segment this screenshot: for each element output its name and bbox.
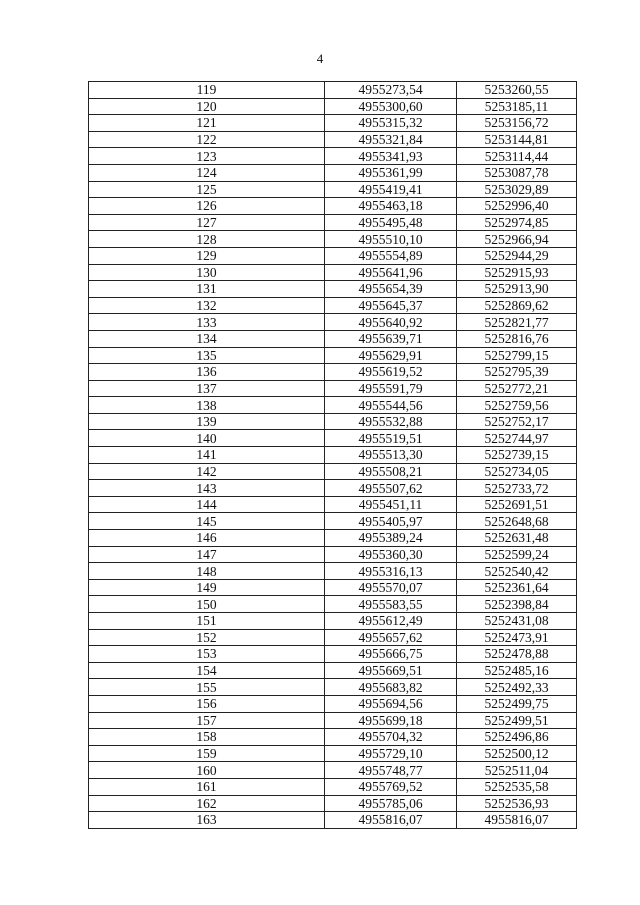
point-number-cell: 133 <box>89 314 325 331</box>
table-row <box>89 413 577 430</box>
table-row <box>89 164 577 181</box>
table-row <box>89 463 577 480</box>
point-number-cell: 139 <box>89 413 325 430</box>
point-number-cell: 147 <box>89 546 325 563</box>
point-number-cell: 119 <box>89 82 325 99</box>
x-coordinate-cell: 4955694,56 <box>325 695 457 712</box>
y-coordinate-cell: 5252799,15 <box>457 347 577 364</box>
point-number-cell: 159 <box>89 745 325 762</box>
point-number-cell: 138 <box>89 397 325 414</box>
x-coordinate-cell: 4955495,48 <box>325 214 457 231</box>
y-coordinate-cell: 5252734,05 <box>457 463 577 480</box>
point-number-cell: 122 <box>89 131 325 148</box>
point-number-cell: 158 <box>89 729 325 746</box>
y-coordinate-cell: 5252821,77 <box>457 314 577 331</box>
point-number-cell: 121 <box>89 115 325 132</box>
table-row <box>89 745 577 762</box>
x-coordinate-cell: 4955704,32 <box>325 729 457 746</box>
table-row <box>89 563 577 580</box>
point-number-cell: 146 <box>89 530 325 547</box>
x-coordinate-cell: 4955513,30 <box>325 447 457 464</box>
table-row <box>89 98 577 115</box>
table-row <box>89 695 577 712</box>
y-coordinate-cell: 5252535,58 <box>457 778 577 795</box>
table-row <box>89 530 577 547</box>
y-coordinate-cell: 5252540,42 <box>457 563 577 580</box>
point-number-cell: 154 <box>89 662 325 679</box>
table-row <box>89 729 577 746</box>
y-coordinate-cell: 5252492,33 <box>457 679 577 696</box>
table-row <box>89 596 577 613</box>
point-number-cell: 141 <box>89 447 325 464</box>
y-coordinate-cell: 4955816,07 <box>457 812 577 829</box>
table-row <box>89 181 577 198</box>
x-coordinate-cell: 4955463,18 <box>325 198 457 215</box>
y-coordinate-cell: 5253029,89 <box>457 181 577 198</box>
y-coordinate-cell: 5252739,15 <box>457 447 577 464</box>
y-coordinate-cell: 5253114,44 <box>457 148 577 165</box>
y-coordinate-cell: 5252478,88 <box>457 646 577 663</box>
x-coordinate-cell: 4955785,06 <box>325 795 457 812</box>
x-coordinate-cell: 4955657,62 <box>325 629 457 646</box>
x-coordinate-cell: 4955816,07 <box>325 812 457 829</box>
table-row <box>89 812 577 829</box>
table-row <box>89 579 577 596</box>
y-coordinate-cell: 5252772,21 <box>457 380 577 397</box>
table-row <box>89 629 577 646</box>
table-row <box>89 480 577 497</box>
y-coordinate-cell: 5252744,97 <box>457 430 577 447</box>
point-number-cell: 127 <box>89 214 325 231</box>
coordinates-table <box>88 81 577 829</box>
y-coordinate-cell: 5252398,84 <box>457 596 577 613</box>
point-number-cell: 136 <box>89 364 325 381</box>
x-coordinate-cell: 4955341,93 <box>325 148 457 165</box>
x-coordinate-cell: 4955508,21 <box>325 463 457 480</box>
x-coordinate-cell: 4955654,39 <box>325 281 457 298</box>
point-number-cell: 130 <box>89 264 325 281</box>
y-coordinate-cell: 5252485,16 <box>457 662 577 679</box>
x-coordinate-cell: 4955570,07 <box>325 579 457 596</box>
table-row <box>89 131 577 148</box>
point-number-cell: 134 <box>89 330 325 347</box>
point-number-cell: 135 <box>89 347 325 364</box>
table-row <box>89 330 577 347</box>
x-coordinate-cell: 4955273,54 <box>325 82 457 99</box>
x-coordinate-cell: 4955419,41 <box>325 181 457 198</box>
x-coordinate-cell: 4955591,79 <box>325 380 457 397</box>
point-number-cell: 131 <box>89 281 325 298</box>
y-coordinate-cell: 5252499,51 <box>457 712 577 729</box>
x-coordinate-cell: 4955389,24 <box>325 530 457 547</box>
point-number-cell: 162 <box>89 795 325 812</box>
table-row <box>89 430 577 447</box>
x-coordinate-cell: 4955583,55 <box>325 596 457 613</box>
x-coordinate-cell: 4955519,51 <box>325 430 457 447</box>
x-coordinate-cell: 4955507,62 <box>325 480 457 497</box>
x-coordinate-cell: 4955360,30 <box>325 546 457 563</box>
point-number-cell: 128 <box>89 231 325 248</box>
y-coordinate-cell: 5252648,68 <box>457 513 577 530</box>
point-number-cell: 156 <box>89 695 325 712</box>
table-row <box>89 314 577 331</box>
y-coordinate-cell: 5252869,62 <box>457 297 577 314</box>
y-coordinate-cell: 5252795,39 <box>457 364 577 381</box>
table-row <box>89 712 577 729</box>
table-row <box>89 214 577 231</box>
x-coordinate-cell: 4955639,71 <box>325 330 457 347</box>
point-number-cell: 153 <box>89 646 325 663</box>
x-coordinate-cell: 4955699,18 <box>325 712 457 729</box>
point-number-cell: 148 <box>89 563 325 580</box>
y-coordinate-cell: 5253144,81 <box>457 131 577 148</box>
point-number-cell: 151 <box>89 613 325 630</box>
y-coordinate-cell: 5252759,56 <box>457 397 577 414</box>
table-row <box>89 281 577 298</box>
x-coordinate-cell: 4955729,10 <box>325 745 457 762</box>
y-coordinate-cell: 5252496,86 <box>457 729 577 746</box>
x-coordinate-cell: 4955640,92 <box>325 314 457 331</box>
table-row <box>89 513 577 530</box>
point-number-cell: 150 <box>89 596 325 613</box>
y-coordinate-cell: 5252431,08 <box>457 613 577 630</box>
y-coordinate-cell: 5252511,04 <box>457 762 577 779</box>
point-number-cell: 160 <box>89 762 325 779</box>
table-row <box>89 778 577 795</box>
x-coordinate-cell: 4955645,37 <box>325 297 457 314</box>
y-coordinate-cell: 5252752,17 <box>457 413 577 430</box>
y-coordinate-cell: 5252499,75 <box>457 695 577 712</box>
table-row <box>89 82 577 99</box>
y-coordinate-cell: 5252691,51 <box>457 496 577 513</box>
x-coordinate-cell: 4955554,89 <box>325 247 457 264</box>
x-coordinate-cell: 4955619,52 <box>325 364 457 381</box>
y-coordinate-cell: 5252361,64 <box>457 579 577 596</box>
table-row <box>89 496 577 513</box>
table-row <box>89 662 577 679</box>
x-coordinate-cell: 4955361,99 <box>325 164 457 181</box>
x-coordinate-cell: 4955748,77 <box>325 762 457 779</box>
x-coordinate-cell: 4955683,82 <box>325 679 457 696</box>
point-number-cell: 157 <box>89 712 325 729</box>
table-row <box>89 297 577 314</box>
y-coordinate-cell: 5252816,76 <box>457 330 577 347</box>
point-number-cell: 161 <box>89 778 325 795</box>
table-row <box>89 380 577 397</box>
y-coordinate-cell: 5252536,93 <box>457 795 577 812</box>
x-coordinate-cell: 4955532,88 <box>325 413 457 430</box>
x-coordinate-cell: 4955544,56 <box>325 397 457 414</box>
y-coordinate-cell: 5252974,85 <box>457 214 577 231</box>
x-coordinate-cell: 4955405,97 <box>325 513 457 530</box>
y-coordinate-cell: 5252500,12 <box>457 745 577 762</box>
table-row <box>89 762 577 779</box>
y-coordinate-cell: 5252631,48 <box>457 530 577 547</box>
x-coordinate-cell: 4955641,96 <box>325 264 457 281</box>
point-number-cell: 120 <box>89 98 325 115</box>
x-coordinate-cell: 4955669,51 <box>325 662 457 679</box>
table-row <box>89 679 577 696</box>
y-coordinate-cell: 5252915,93 <box>457 264 577 281</box>
point-number-cell: 124 <box>89 164 325 181</box>
point-number-cell: 145 <box>89 513 325 530</box>
point-number-cell: 144 <box>89 496 325 513</box>
point-number-cell: 137 <box>89 380 325 397</box>
x-coordinate-cell: 4955612,49 <box>325 613 457 630</box>
y-coordinate-cell: 5253260,55 <box>457 82 577 99</box>
point-number-cell: 149 <box>89 579 325 596</box>
y-coordinate-cell: 5252996,40 <box>457 198 577 215</box>
table-row <box>89 231 577 248</box>
table-row <box>89 613 577 630</box>
coordinates-table-body <box>89 82 577 829</box>
x-coordinate-cell: 4955510,10 <box>325 231 457 248</box>
point-number-cell: 125 <box>89 181 325 198</box>
point-number-cell: 126 <box>89 198 325 215</box>
page-number: 4 <box>316 51 324 66</box>
point-number-cell: 132 <box>89 297 325 314</box>
x-coordinate-cell: 4955321,84 <box>325 131 457 148</box>
x-coordinate-cell: 4955451,11 <box>325 496 457 513</box>
y-coordinate-cell: 5252913,90 <box>457 281 577 298</box>
table-row <box>89 115 577 132</box>
point-number-cell: 142 <box>89 463 325 480</box>
point-number-cell: 155 <box>89 679 325 696</box>
point-number-cell: 123 <box>89 148 325 165</box>
point-number-cell: 140 <box>89 430 325 447</box>
table-row <box>89 264 577 281</box>
table-row <box>89 148 577 165</box>
x-coordinate-cell: 4955315,32 <box>325 115 457 132</box>
table-row <box>89 247 577 264</box>
point-number-cell: 163 <box>89 812 325 829</box>
table-row <box>89 795 577 812</box>
table-row <box>89 546 577 563</box>
x-coordinate-cell: 4955300,60 <box>325 98 457 115</box>
y-coordinate-cell: 5253156,72 <box>457 115 577 132</box>
y-coordinate-cell: 5253185,11 <box>457 98 577 115</box>
point-number-cell: 152 <box>89 629 325 646</box>
x-coordinate-cell: 4955666,75 <box>325 646 457 663</box>
y-coordinate-cell: 5252599,24 <box>457 546 577 563</box>
x-coordinate-cell: 4955316,13 <box>325 563 457 580</box>
point-number-cell: 129 <box>89 247 325 264</box>
table-row <box>89 447 577 464</box>
x-coordinate-cell: 4955769,52 <box>325 778 457 795</box>
table-row <box>89 364 577 381</box>
y-coordinate-cell: 5253087,78 <box>457 164 577 181</box>
table-row <box>89 347 577 364</box>
y-coordinate-cell: 5252473,91 <box>457 629 577 646</box>
point-number-cell: 143 <box>89 480 325 497</box>
table-row <box>89 646 577 663</box>
table-row <box>89 397 577 414</box>
table-row <box>89 198 577 215</box>
y-coordinate-cell: 5252733,72 <box>457 480 577 497</box>
y-coordinate-cell: 5252944,29 <box>457 247 577 264</box>
x-coordinate-cell: 4955629,91 <box>325 347 457 364</box>
y-coordinate-cell: 5252966,94 <box>457 231 577 248</box>
